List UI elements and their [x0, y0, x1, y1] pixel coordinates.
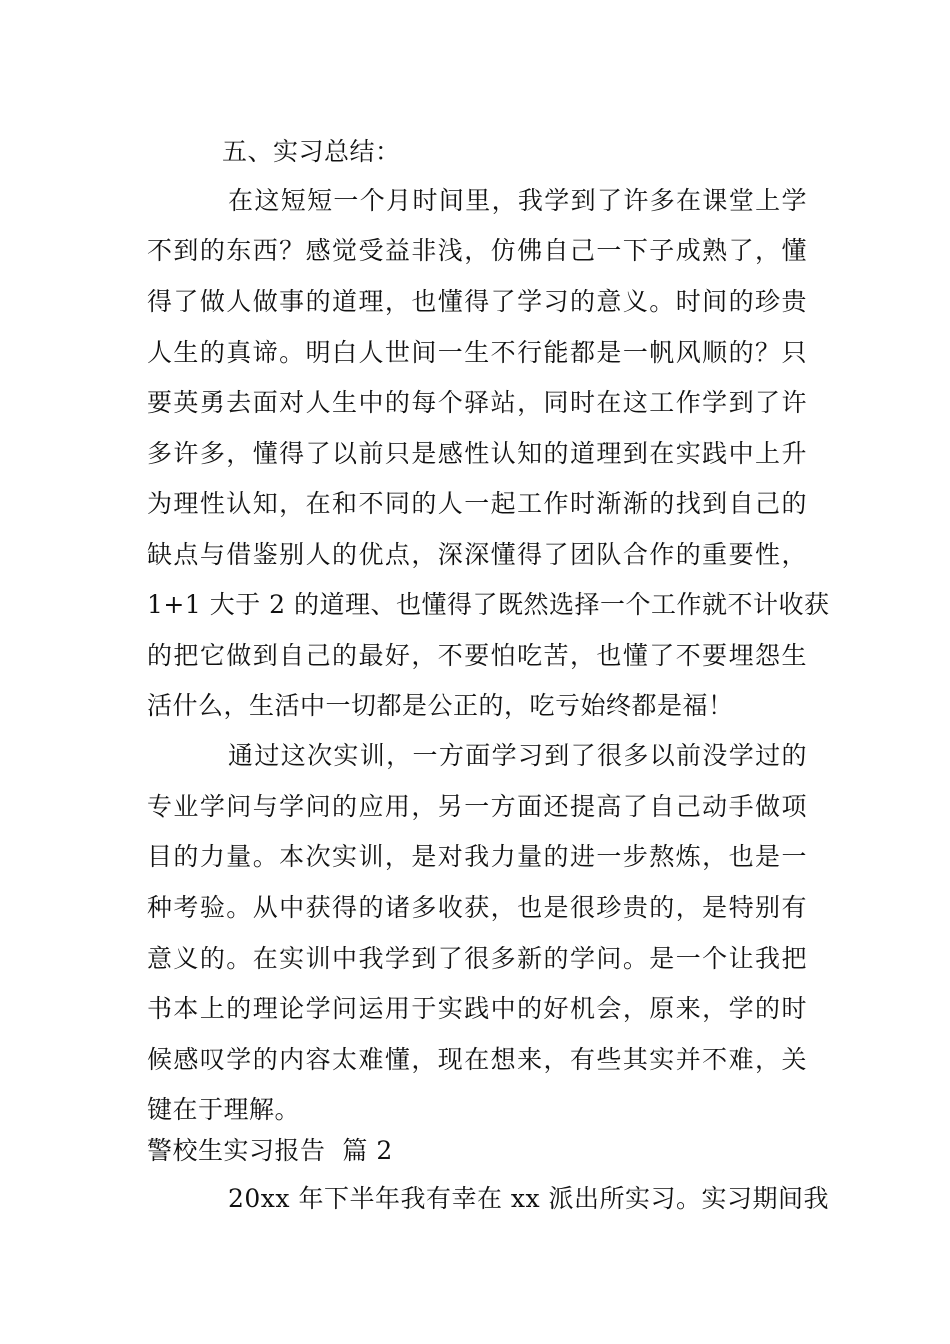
report-title: 警校生实习报告 篇 2: [147, 1136, 393, 1165]
paragraph-line: 目的力量。本次实训，是对我力量的进一步熬炼，也是一: [147, 842, 807, 871]
paragraph-line: 意义的。在实训中我学到了很多新的学问。是一个让我把: [147, 944, 807, 973]
paragraph-line: 键在于理解。: [147, 1095, 301, 1124]
paragraph-line: 种考验。从中获得的诸多收获，也是很珍贵的，是特别有: [147, 893, 807, 922]
paragraph-line: 为理性认知，在和不同的人一起工作时渐渐的找到自己的: [147, 489, 807, 518]
paragraph-line: 书本上的理论学问运用于实践中的好机会，原来，学的时: [147, 994, 807, 1023]
paragraph-line: 得了做人做事的道理，也懂得了学习的意义。时间的珍贵: [147, 287, 807, 316]
paragraph-line: 的把它做到自己的最好，不要怕吃苦，也懂了不要埋怨生: [147, 641, 807, 670]
paragraph-line: 不到的东西？感觉受益非浅，仿佛自己一下子成熟了，懂: [147, 236, 807, 265]
paragraph-line: 专业学问与学问的应用，另一方面还提高了自己动手做项: [147, 792, 807, 821]
paragraph-line: 缺点与借鉴别人的优点，深深懂得了团队合作的重要性，: [147, 540, 807, 569]
paragraph-line: 1+1 大于 2 的道理、也懂得了既然选择一个工作就不计收获: [147, 590, 830, 619]
paragraph-line: 活什么，生活中一切都是公正的，吃亏始终都是福！: [147, 691, 734, 720]
paragraph-line: 在这短短一个月时间里，我学到了许多在课堂上学: [228, 186, 807, 215]
paragraph-line: 人生的真谛。明白人世间一生不行能都是一帆风顺的？只: [147, 338, 807, 367]
paragraph-line: 通过这次实训，一方面学习到了很多以前没学过的: [228, 741, 807, 770]
paragraph-line: 候感叹学的内容太难懂，现在想来，有些其实并不难，关: [147, 1045, 807, 1074]
paragraph-line: 多许多，懂得了以前只是感性认知的道理到在实践中上升: [147, 439, 807, 468]
paragraph-line: 要英勇去面对人生中的每个驿站，同时在这工作学到了许: [147, 388, 807, 417]
paragraph-line: 20xx 年下半年我有幸在 xx 派出所实习。实习期间我: [228, 1184, 830, 1213]
section-heading: 五、实习总结：: [222, 137, 401, 166]
